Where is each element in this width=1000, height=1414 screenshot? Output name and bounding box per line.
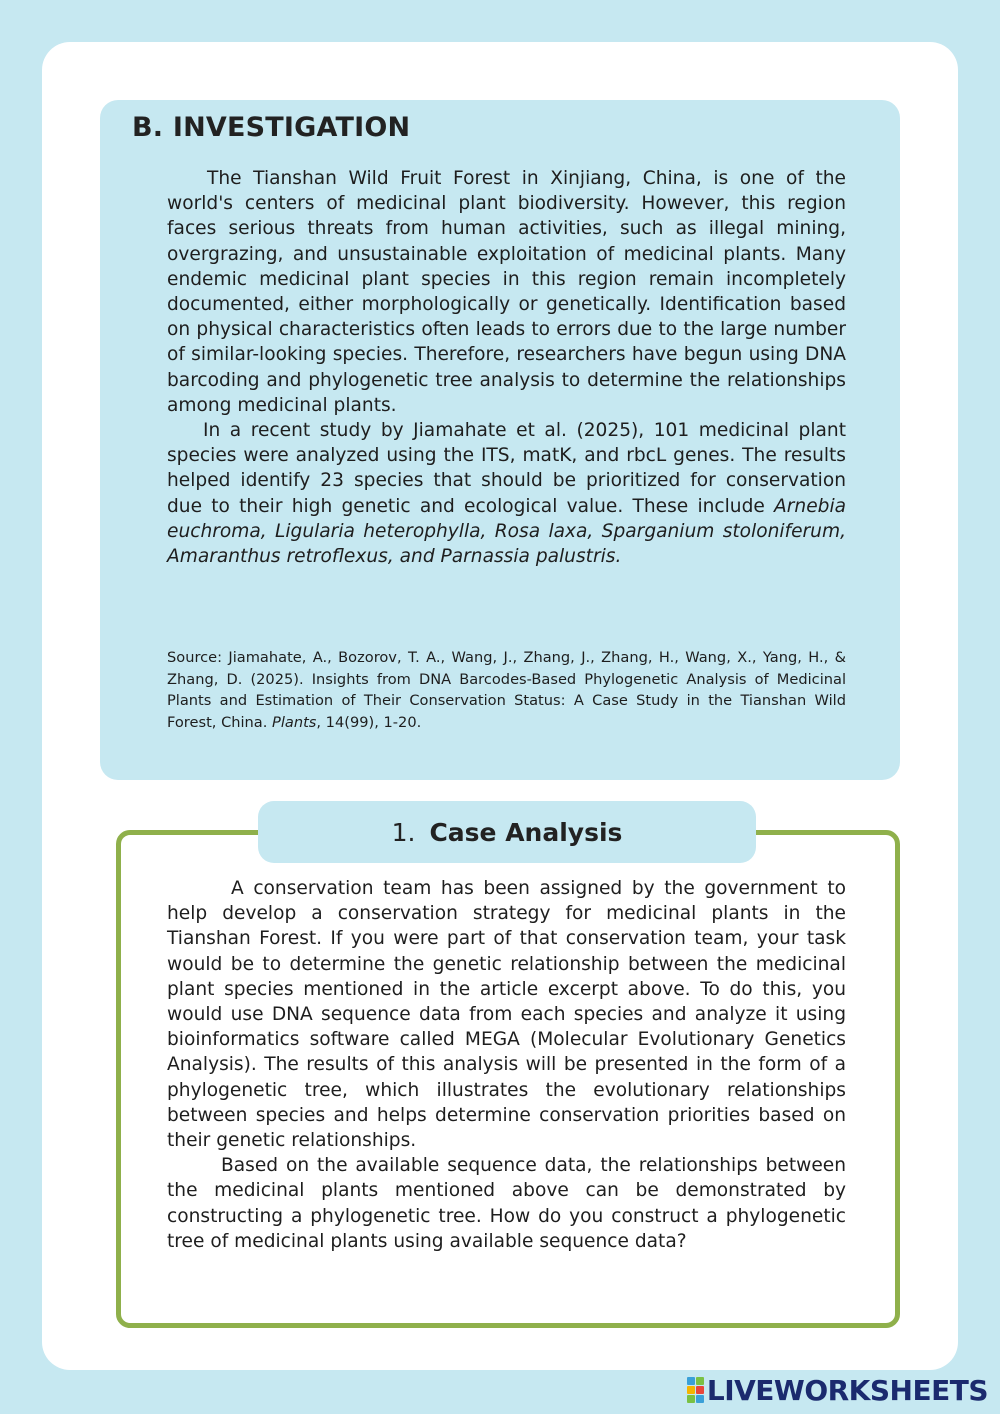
liveworksheets-grid-icon xyxy=(687,1377,704,1403)
liveworksheets-logo xyxy=(687,1374,988,1406)
investigation-paragraph-2 xyxy=(167,418,846,569)
investigation-text xyxy=(167,166,846,569)
source-citation xyxy=(167,647,846,733)
citation-text: Source: Jiamahate, A., Bozorov, T. A., Wang, J., Zhang, J., Zhang, H., Wang, X., Yang, H., & Zhang, D. (2025). Insights from DNA Barcodes-Based Phylogenetic Analysis of Medicinal Plants and Estimation of Their Conservation Status: A Case Study in the Tianshan Wild Forest, China. xyxy=(167,649,846,731)
case-title: Case Analysis xyxy=(429,817,623,847)
logo-text: LIVEWORKSHEETS xyxy=(706,1373,988,1407)
case-paragraph-2: Based on the available sequence data, the relationships between the medicinal plants mentioned above can be demonstrated by constructing a phylogenetic tree. How do you construct a phylogenetic tree of medicinal plants using available sequence data? xyxy=(167,1155,846,1252)
investigation-heading: B. INVESTIGATION xyxy=(132,112,411,143)
case-analysis-text xyxy=(167,876,846,1254)
case-analysis-header xyxy=(258,801,756,863)
case-number: 1. xyxy=(391,817,416,847)
paragraph-2-intro: In a recent study by Jiamahate et al. (2025), 101 medicinal plant species were analyzed using the ITS, matK, and rbcL genes. The results helped identify 23 species that should be prioritized for conservation due to their high genetic and ecological value. These include xyxy=(167,420,846,517)
citation-journal: Plants xyxy=(272,713,317,731)
species-list: Arnebia euchroma, Ligularia heterophylla, Rosa laxa, Sparganium stoloniferum, Amaranthus retroflexus, and Parnassia palustris. xyxy=(167,495,846,568)
case-paragraph-1: A conservation team has been assigned by the government to help develop a conservation strategy for medicinal plants in the Tianshan Forest. If you were part of that conservation team, your task would be to determine the genetic relationship between the medicinal plant species mentioned in the article excerpt above. To do this, you would use DNA sequence data from each species and analyze it using bioinformatics software called MEGA (Molecular Evolutionary Genetics Analysis). The results of this analysis will be presented in the form of a phylogenetic tree, which illustrates the evolutionary relationships between species and helps determine conservation priorities based on their genetic relationships. xyxy=(167,878,846,1152)
investigation-paragraph-1: The Tianshan Wild Fruit Forest in Xinjiang, China, is one of the world's centers of medicinal plant biodiversity. However, this region faces serious threats from human activities, such as illegal mining, overgrazing, and unsustainable exploitation of medicinal plants. Many endemic medicinal plant species in this region remain incompletely documented, either morphologically or genetically. Identification based on physical characteristics often leads to errors due to the large number of similar-looking species. Therefore, researchers have begun using DNA barcoding and phylogenetic tree analysis to determine the relationships among medicinal plants. xyxy=(167,168,846,416)
citation-volume: , 14(99), 1-20. xyxy=(316,713,422,731)
